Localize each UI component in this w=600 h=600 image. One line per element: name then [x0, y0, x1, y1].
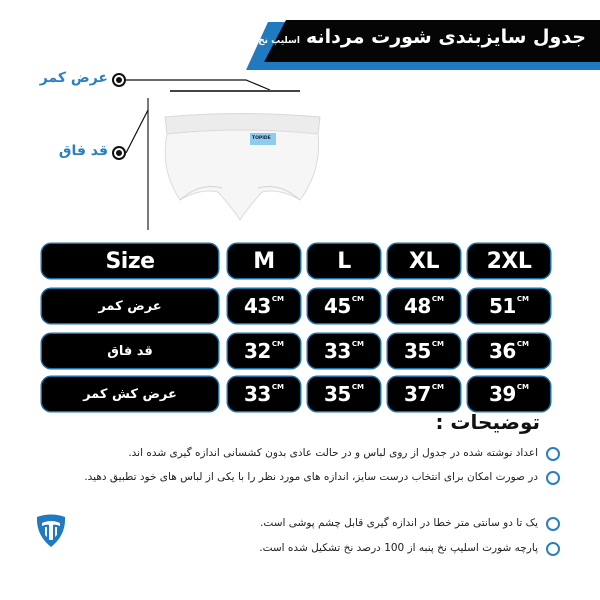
- circle-bullet-icon: [546, 517, 560, 531]
- note-text: پارچه شورت اسلیپ نخ پنبه از 100 درصد نخ تشکیل شده است.: [259, 542, 538, 554]
- briefs-image: [165, 114, 320, 221]
- row-label: قد فاق: [107, 343, 153, 359]
- note-item: [40, 470, 560, 487]
- value: 45: [324, 294, 351, 318]
- size-label: 2XL: [486, 248, 532, 274]
- size-cell-2xl: [468, 244, 550, 278]
- value: 39: [489, 382, 516, 406]
- value: 33: [244, 382, 271, 406]
- unit: CM: [271, 383, 284, 391]
- product-diagram: [0, 60, 600, 230]
- value: 35: [324, 382, 351, 406]
- unit: CM: [271, 340, 284, 348]
- brand-shield-logo-icon: [34, 513, 68, 549]
- value-cell: [228, 377, 300, 411]
- size-cell-xl: [388, 244, 460, 278]
- value: 43: [244, 294, 271, 318]
- size-cell-l: [308, 244, 380, 278]
- value: 48: [404, 294, 431, 318]
- note-item: [40, 446, 560, 463]
- table-header-row: [42, 244, 560, 282]
- waist-width-label: عرض کمر: [39, 70, 108, 86]
- value: 35: [404, 339, 431, 363]
- note-text: یک تا دو سانتی متر خطا در اندازه گیری قابل چشم پوشی است.: [260, 517, 538, 529]
- page-title: [239, 26, 586, 48]
- unit: CM: [516, 295, 529, 303]
- unit: CM: [271, 295, 284, 303]
- value-cell: [308, 377, 380, 411]
- unit: CM: [516, 340, 529, 348]
- value-cell: [308, 289, 380, 323]
- size-cell-m: [228, 244, 300, 278]
- size-header-label: Size: [105, 248, 155, 274]
- table-row-waist: [42, 289, 560, 327]
- value-cell: [468, 377, 550, 411]
- circle-bullet-icon: [546, 447, 560, 461]
- svg-text:TOPIDE: TOPIDE: [252, 136, 271, 141]
- unit: CM: [431, 340, 444, 348]
- note-item: [140, 541, 560, 558]
- value-cell: [388, 334, 460, 368]
- value-cell: [468, 334, 550, 368]
- size-label: XL: [409, 248, 439, 274]
- rise-label: قد فاق: [58, 143, 108, 159]
- unit: CM: [351, 383, 364, 391]
- value-cell: [468, 289, 550, 323]
- unit: CM: [431, 295, 444, 303]
- size-label: L: [337, 248, 351, 274]
- value-cell: [228, 289, 300, 323]
- row-label-cell: [42, 289, 218, 323]
- size-label: M: [253, 248, 275, 274]
- value-cell: [228, 334, 300, 368]
- note-item: [140, 516, 560, 533]
- value-cell: [388, 289, 460, 323]
- title-main: جدول سایزبندی شورت مردانه: [306, 26, 586, 48]
- unit: CM: [351, 295, 364, 303]
- unit: CM: [516, 383, 529, 391]
- circle-bullet-icon: [546, 542, 560, 556]
- notes-title: توضیحات :: [435, 410, 540, 434]
- rise-target-icon: [112, 146, 126, 160]
- row-label: عرض کمر: [98, 298, 162, 314]
- note-text: در صورت امکان برای انتخاب درست سایز، اندازه های مورد نظر را با یکی از لباس های خود تطبیق دهید.: [84, 471, 538, 483]
- row-label: عرض کش کمر: [83, 386, 177, 402]
- row-label-cell: [42, 377, 218, 411]
- value: 32: [244, 339, 271, 363]
- unit: CM: [431, 383, 444, 391]
- row-label-cell: [42, 334, 218, 368]
- value-cell: [308, 334, 380, 368]
- value: 51: [489, 294, 516, 318]
- note-text: اعداد نوشته شده در جدول از روی لباس و در حالت عادی بدون کشسانی اندازه گیری شده اند.: [128, 447, 538, 459]
- value-cell: [388, 377, 460, 411]
- value: 33: [324, 339, 351, 363]
- table-row-rise: [42, 334, 560, 372]
- unit: CM: [351, 340, 364, 348]
- size-header-cell: [42, 244, 218, 278]
- value: 36: [489, 339, 516, 363]
- waist-target-icon: [112, 73, 126, 87]
- circle-bullet-icon: [546, 471, 560, 485]
- title-sub: اسلیپ نخ پنبه: [238, 36, 300, 46]
- value: 37: [404, 382, 431, 406]
